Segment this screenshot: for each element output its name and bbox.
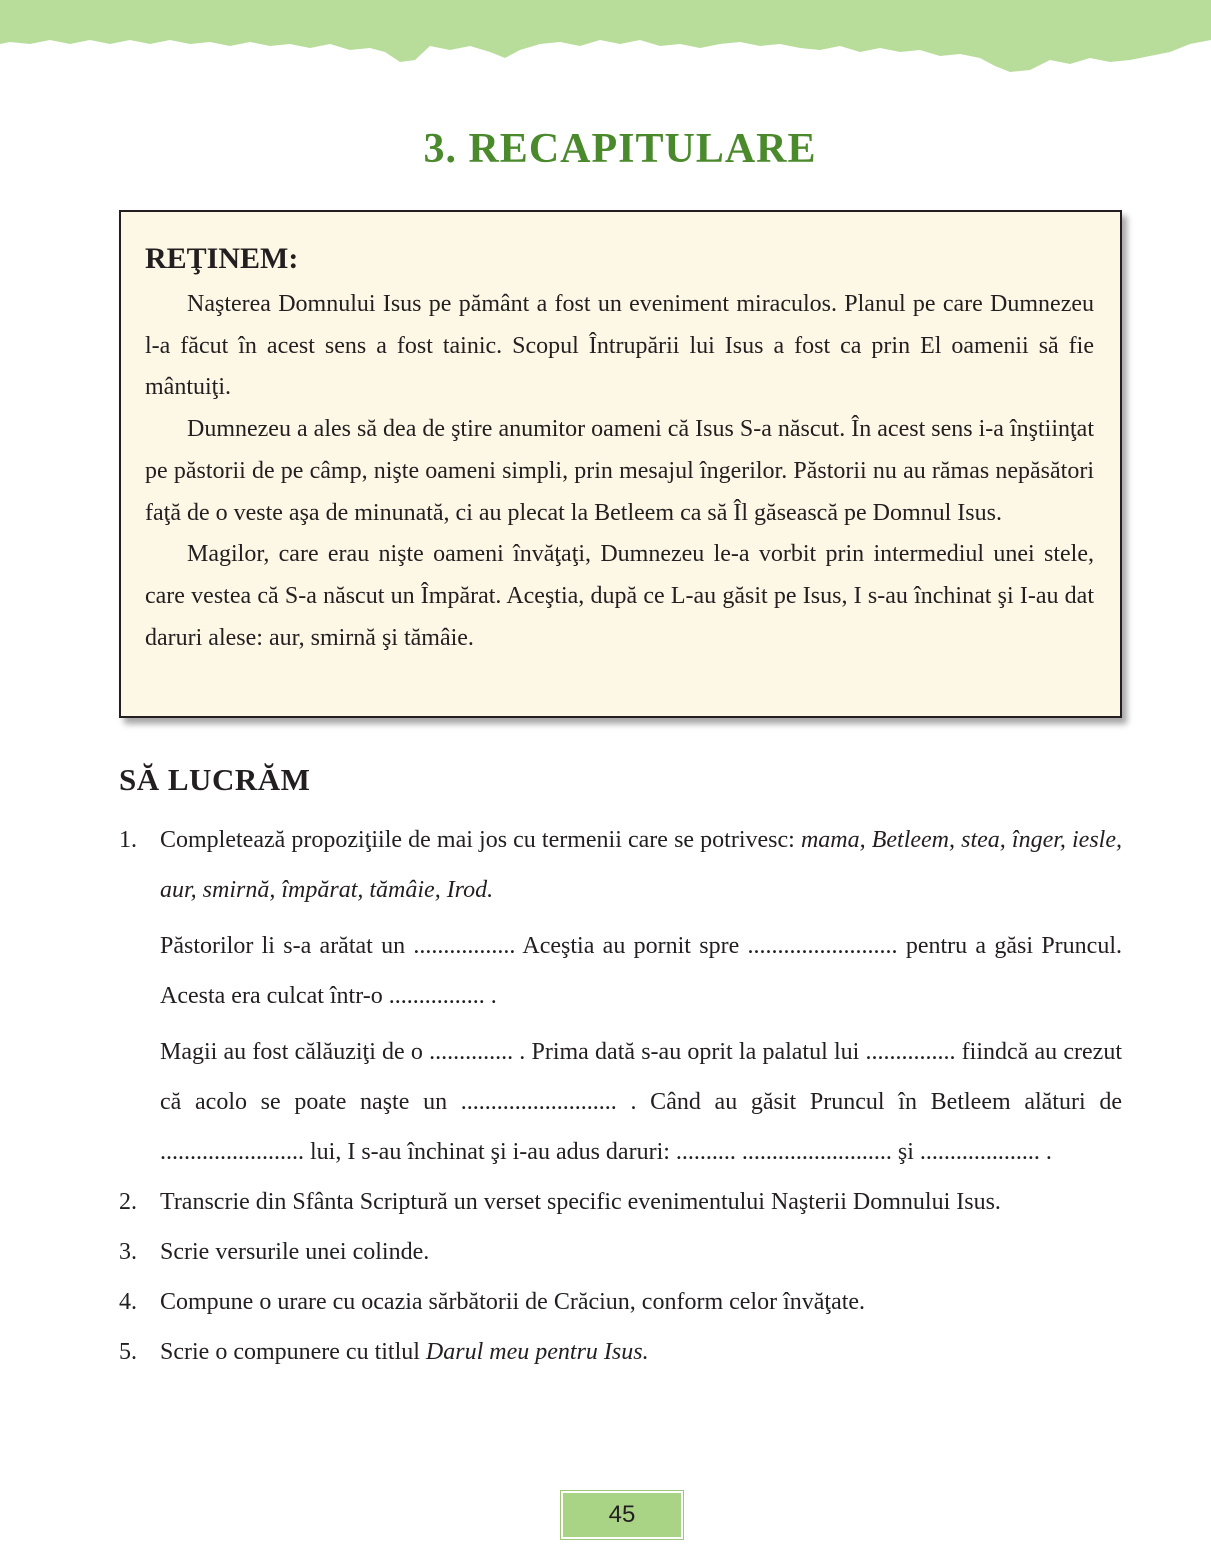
exercise-5-text: Scrie o compunere cu titlul [160, 1339, 426, 1365]
sa-lucram-heading: SĂ LUCRĂM [119, 762, 311, 797]
exercise-1-terms: mama, Betleem, stea, înger, iesle, aur, smirnă, împărat, tămâie, Irod. [160, 827, 1122, 903]
top-decorative-band [0, 0, 1211, 80]
exercise-1-number: 1. [119, 827, 137, 853]
retinem-box [119, 210, 1122, 718]
retinem-paragraph-2: Dumnezeu a ales să dea de ştire anumitor oameni că Isus S-a născut. În acest sens i-a înştiinţat pe păstorii de pe câmp, nişte oameni simpli, prin mesajul îngerilor. Păstorii nu au rămas nepăsători faţă de o veste aşa de minunată, ci au plecat la Betleem ca să Îl găsească pe Domnul Isus. [145, 416, 1094, 526]
exercise-2-text: Transcrie din Sfânta Scriptură un verset specific evenimentului Naşterii Domnului Isus. [160, 1189, 1001, 1215]
exercise-1-fill-2: Magii au fost călăuziţi de o .............. . Prima dată s-au oprit la palatul lui ............... fiindcă au crezut că acolo se poate naşte un .......................... . Când au găsit Pruncul în Betleem alături de ........................ lui, I s-au închinat şi i-au adus daruri: .......... ......................... şi .................... . [160, 1039, 1122, 1165]
exercise-4-number: 4. [119, 1289, 137, 1315]
exercise-4-text: Compune o urare cu ocazia sărbătorii de Crăciun, conform celor învăţate. [160, 1289, 866, 1315]
exercise-1-text: Completează propoziţiile de mai jos cu termenii care se potrivesc: [160, 827, 801, 853]
page-title: 3. RECAPITULARE [423, 126, 817, 172]
exercise-5-title: Darul meu pentru Isus. [425, 1339, 649, 1365]
exercise-3-text: Scrie versurile unei colinde. [160, 1239, 430, 1265]
exercise-5-number: 5. [119, 1339, 137, 1365]
retinem-paragraph-3: Magilor, care erau nişte oameni învăţaţi, Dumnezeu le-a vorbit prin intermediul unei stele, care vestea că S-a născut un Împărat. Aceştia, după ce L-au găsit pe Isus, I s-au închinat şi I-au dat daruri alese: aur, smirnă şi tămâie. [145, 541, 1094, 651]
page-number-badge: 45 [561, 1491, 683, 1539]
exercise-5 [119, 1327, 1122, 1377]
exercise-1-fill-1: Păstorilor li s-a arătat un ................. Aceştia au pornit spre ......................... pentru a găsi Pruncul. Acesta era culcat într-o ................ . [160, 933, 1122, 1009]
exercise-4 [119, 1277, 1122, 1327]
exercise-1 [119, 815, 1122, 1177]
exercise-list [119, 815, 1122, 1377]
retinem-heading: REŢINEM: [145, 242, 299, 275]
retinem-paragraph-1: Naşterea Domnului Isus pe pământ a fost un eveniment miraculos. Planul pe care Dumnezeu l-a făcut în acest sens a fost tainic. Scopul Întrupării lui Isus a fost ca prin El oamenii să fie mântuiţi. [145, 291, 1094, 401]
exercise-2-number: 2. [119, 1189, 137, 1215]
exercise-2 [119, 1177, 1122, 1227]
exercise-3-number: 3. [119, 1239, 137, 1265]
exercise-3 [119, 1227, 1122, 1277]
